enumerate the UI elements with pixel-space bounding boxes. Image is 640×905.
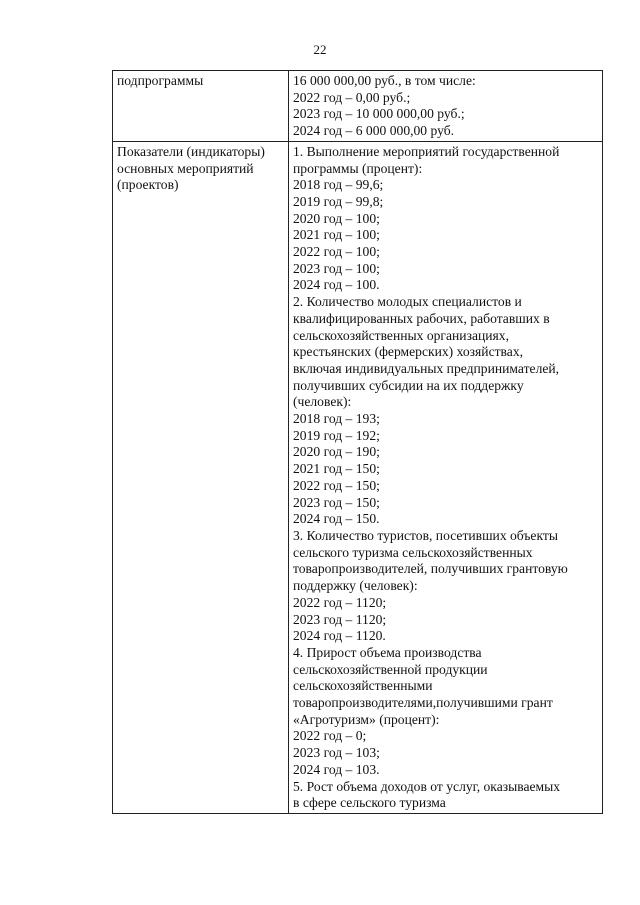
row-value-line: 2019 год – 192; bbox=[293, 427, 380, 443]
row-value-line: 2024 год – 150. bbox=[293, 511, 380, 527]
row-value-line: товаропроизводителями,получившими грант bbox=[293, 695, 553, 711]
row-value-line: в сфере сельского туризма bbox=[293, 795, 446, 811]
row-value-line: сельскохозяйственных организациях, bbox=[293, 327, 509, 343]
row-value-line: 2023 год – 10 000 000,00 руб.; bbox=[293, 106, 465, 122]
row-value-line: 2022 год – 150; bbox=[293, 477, 380, 493]
row-value-line: 2018 год – 99,6; bbox=[293, 177, 384, 193]
row-value-cell bbox=[289, 71, 603, 142]
row-value-line: 2020 год – 190; bbox=[293, 444, 380, 460]
row-value-line: (человек): bbox=[293, 394, 352, 410]
row-label-cell bbox=[113, 141, 289, 813]
row-value-line: квалифицированных рабочих, работавших в bbox=[293, 310, 550, 326]
row-label-line: Показатели (индикаторы) bbox=[117, 143, 265, 159]
row-value-line: 3. Количество туристов, посетивших объекты bbox=[293, 527, 558, 543]
row-value-line: 2022 год – 0,00 руб.; bbox=[293, 89, 411, 105]
row-value-line: 2024 год – 1120. bbox=[293, 628, 386, 644]
row-label-line: (проектов) bbox=[117, 177, 179, 193]
table-row bbox=[113, 141, 603, 813]
row-value-line: 2021 год – 150; bbox=[293, 461, 380, 477]
row-value-line: поддержку (человек): bbox=[293, 578, 418, 594]
page-number: 22 bbox=[313, 42, 327, 57]
row-label-line: основных мероприятий bbox=[117, 160, 254, 176]
row-value-line: 2019 год – 99,8; bbox=[293, 193, 384, 209]
row-value-line: «Агротуризм» (процент): bbox=[293, 711, 440, 727]
row-value-line: 16 000 000,00 руб., в том числе: bbox=[293, 73, 476, 88]
passport-table bbox=[112, 70, 603, 814]
row-value-line: 2022 год – 100; bbox=[293, 244, 380, 260]
row-value-line: 2020 год – 100; bbox=[293, 210, 380, 226]
row-value-line: 2023 год – 100; bbox=[293, 260, 380, 276]
row-value-line: 2023 год – 150; bbox=[293, 494, 380, 510]
row-value-line: 2024 год – 100. bbox=[293, 277, 380, 293]
table-body bbox=[113, 71, 603, 814]
row-value-line: 1. Выполнение мероприятий государственной bbox=[293, 143, 560, 159]
row-label-line: подпрограммы bbox=[117, 73, 204, 88]
row-value-line: сельского туризма сельскохозяйственных bbox=[293, 544, 533, 560]
row-value-line: 2022 год – 0; bbox=[293, 728, 367, 744]
row-value-line: 2024 год – 6 000 000,00 руб. bbox=[293, 123, 455, 139]
row-value-line: 2024 год – 103. bbox=[293, 761, 380, 777]
row-value-cell bbox=[289, 141, 603, 813]
row-value-line: 2018 год – 193; bbox=[293, 411, 380, 427]
row-value-line: получивших субсидии на их поддержку bbox=[293, 377, 524, 393]
row-value-line: 2022 год – 1120; bbox=[293, 594, 387, 610]
row-value-line: 2. Количество молодых специалистов и bbox=[293, 294, 522, 310]
row-value-line: крестьянских (фермерских) хозяйствах, bbox=[293, 344, 524, 360]
row-value-line: товаропроизводителей, получивших грантовую bbox=[293, 561, 568, 577]
row-value-line: сельскохозяйственной продукции bbox=[293, 661, 488, 677]
row-value-line: программы (процент): bbox=[293, 160, 423, 176]
table-row bbox=[113, 71, 603, 142]
row-value-line: 2023 год – 1120; bbox=[293, 611, 387, 627]
row-value-line: 5. Рост объема доходов от услуг, оказываемых bbox=[293, 778, 561, 794]
row-value-line: включая индивидуальных предпринимателей, bbox=[293, 360, 560, 376]
row-value-line: 2021 год – 100; bbox=[293, 227, 380, 243]
row-value-line: сельскохозяйственными bbox=[293, 678, 433, 694]
row-label-cell bbox=[113, 71, 289, 142]
row-value-line: 4. Прирост объема производства bbox=[293, 644, 482, 660]
row-value-line: 2023 год – 103; bbox=[293, 745, 380, 761]
